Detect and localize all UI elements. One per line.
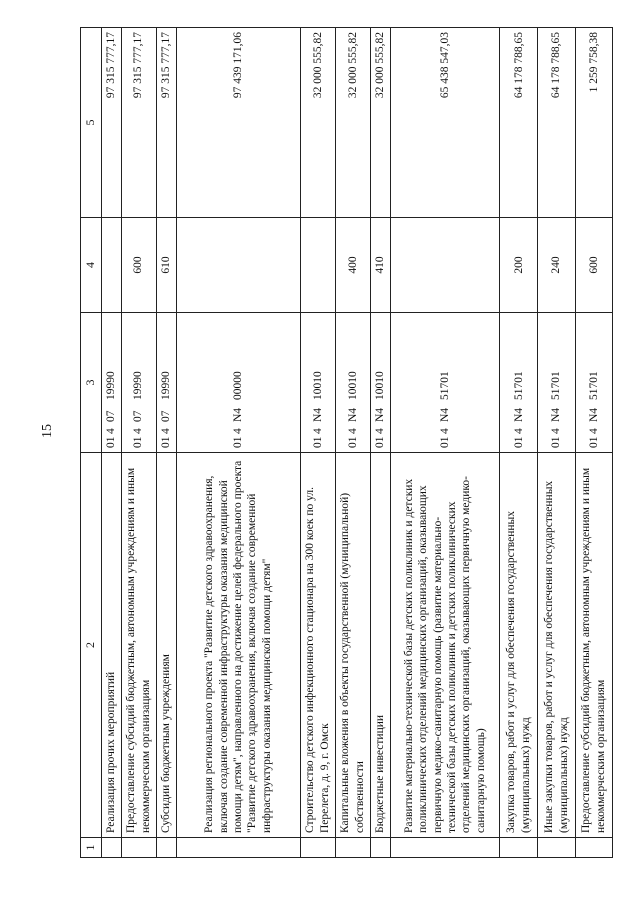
row-sum: 97 315 777,17 (101, 28, 121, 218)
table-row (538, 28, 575, 858)
row-name: Субсидии бюджетным учреждениям (156, 453, 176, 838)
row-name: Предоставление субсидий бюджетным, автономным учреждениям и иным некоммерческим организациям (575, 453, 612, 838)
row-index-cell (176, 838, 300, 858)
code-part: N4 (346, 407, 359, 422)
header-col-3: 3 (81, 313, 102, 453)
code-part: 51701 (550, 371, 563, 400)
code-part: 01 (311, 436, 324, 448)
code-part: N4 (373, 407, 386, 422)
code-part: 07 (159, 410, 172, 422)
header-col-2: 2 (81, 453, 102, 838)
code-part: 01 (373, 436, 386, 448)
row-expense-type: 610 (156, 218, 176, 313)
row-sum: 1 259 758,38 (575, 28, 612, 218)
row-program-code (156, 313, 176, 453)
code-part: 19990 (132, 371, 145, 400)
code-part: 4 (159, 428, 172, 434)
table-row (500, 28, 538, 858)
code-part: 4 (346, 428, 359, 434)
row-name: Иные закупки товаров, работ и услуг для обеспечения государственных (муниципальных) нужд (538, 453, 575, 838)
code-part: 01 (231, 436, 244, 448)
row-index-cell (101, 838, 121, 858)
code-part: 10010 (311, 371, 324, 400)
row-expense-type: 600 (121, 218, 156, 313)
code-part: N4 (587, 407, 600, 422)
row-program-code (538, 313, 575, 453)
row-sum: 32 000 555,82 (300, 28, 335, 218)
row-expense-type (300, 218, 335, 313)
header-col-4: 4 (81, 218, 102, 313)
row-index-cell (156, 838, 176, 858)
row-sum: 64 178 788,65 (500, 28, 538, 218)
row-program-code (121, 313, 156, 453)
row-sum: 97 315 777,17 (156, 28, 176, 218)
row-index-cell (121, 838, 156, 858)
code-part: 01 (104, 436, 117, 448)
code-part: 4 (311, 428, 324, 434)
code-part: 07 (132, 410, 145, 422)
row-program-code (300, 313, 335, 453)
table-row (335, 28, 370, 858)
code-part: 19990 (104, 371, 117, 400)
row-expense-type: 400 (335, 218, 370, 313)
row-sum: 97 315 777,17 (121, 28, 156, 218)
row-name: Реализация регионального проекта "Развитие детского здравоохранения, включая создание современной инфраструктуры оказания медицинской помощи детям", направленного на достижение целей федерального проекта "Развитие детского здравоохранения, включая создание современной инфраструктуры оказания медицинской помощи детям" (176, 453, 300, 838)
row-program-code (390, 313, 500, 453)
row-sum: 64 178 788,65 (538, 28, 575, 218)
code-part: 4 (104, 428, 117, 434)
row-index-cell (300, 838, 335, 858)
code-part: 19990 (159, 371, 172, 400)
code-part: 00000 (231, 371, 244, 400)
code-part: 4 (587, 428, 600, 434)
row-index-cell (370, 838, 390, 858)
row-name: Закупка товаров, работ и услуг для обеспечения государственных (муниципальных) нужд (500, 453, 538, 838)
rotated-table-container (80, 28, 613, 858)
row-sum: 32 000 555,82 (370, 28, 390, 218)
table-row (101, 28, 121, 858)
code-part: N4 (550, 407, 563, 422)
row-program-code (575, 313, 612, 453)
code-part: 51701 (587, 371, 600, 400)
row-expense-type (101, 218, 121, 313)
table-row (176, 28, 300, 858)
row-name: Строительство детского инфекционного стационара на 300 коек по ул. Перелета, д. 9, г. Омск (300, 453, 335, 838)
row-name: Предоставление субсидий бюджетным, автономным учреждениям и иным некоммерческим организациям (121, 453, 156, 838)
row-expense-type: 600 (575, 218, 612, 313)
row-expense-type: 410 (370, 218, 390, 313)
table-row (156, 28, 176, 858)
row-name: Капитальные вложения в объекты государственной (муниципальной) собственности (335, 453, 370, 838)
row-expense-type: 240 (538, 218, 575, 313)
row-sum: 32 000 555,82 (335, 28, 370, 218)
code-part: 01 (550, 436, 563, 448)
table-row (300, 28, 335, 858)
table-row (121, 28, 156, 858)
row-name: Бюджетные инвестиции (370, 453, 390, 838)
header-col-1: 1 (81, 838, 102, 858)
code-part: 4 (550, 428, 563, 434)
row-program-code (500, 313, 538, 453)
table-row (370, 28, 390, 858)
row-program-code (176, 313, 300, 453)
code-part: 10010 (373, 371, 386, 400)
row-index-cell (335, 838, 370, 858)
code-part: 01 (132, 436, 145, 448)
row-sum: 97 439 171,06 (176, 28, 300, 218)
code-part: N4 (512, 407, 525, 422)
header-row (81, 28, 102, 858)
code-part: 51701 (512, 371, 525, 400)
row-index-cell (390, 838, 500, 858)
code-part: 01 (587, 436, 600, 448)
row-expense-type (176, 218, 300, 313)
code-part: 4 (373, 428, 386, 434)
code-part: 01 (346, 436, 359, 448)
row-name: Реализация прочих мероприятий (101, 453, 121, 838)
code-part: 01 (512, 436, 525, 448)
row-expense-type (390, 218, 500, 313)
code-part: N4 (231, 407, 244, 422)
code-part: 01 (438, 436, 451, 448)
row-program-code (101, 313, 121, 453)
code-part: 4 (231, 428, 244, 434)
code-part: 4 (438, 428, 451, 434)
row-program-code (335, 313, 370, 453)
row-sum: 65 438 547,03 (390, 28, 500, 218)
budget-table (80, 27, 613, 858)
row-index-cell (575, 838, 612, 858)
row-name: Развитие материально-технической базы детских поликлиник и детских поликлинических отделений медицинских организаций, оказывающих первичную медико-санитарную помощь (развитие материально-технической базы детских поликлиник и детских поликлинических отделений медицинских организаций, оказывающих первичную медико-санитарную помощь) (390, 453, 500, 838)
code-part: 4 (132, 428, 145, 434)
row-expense-type: 200 (500, 218, 538, 313)
code-part: N4 (311, 407, 324, 422)
code-part: 4 (512, 428, 525, 434)
table-row (390, 28, 500, 858)
code-part: 07 (104, 410, 117, 422)
row-index-cell (538, 838, 575, 858)
header-col-5: 5 (81, 28, 102, 218)
row-program-code (370, 313, 390, 453)
page-number: 15 (40, 424, 55, 438)
code-part: 51701 (438, 371, 451, 400)
code-part: N4 (438, 407, 451, 422)
row-index-cell (500, 838, 538, 858)
code-part: 01 (159, 436, 172, 448)
table-row (575, 28, 612, 858)
code-part: 10010 (346, 371, 359, 400)
